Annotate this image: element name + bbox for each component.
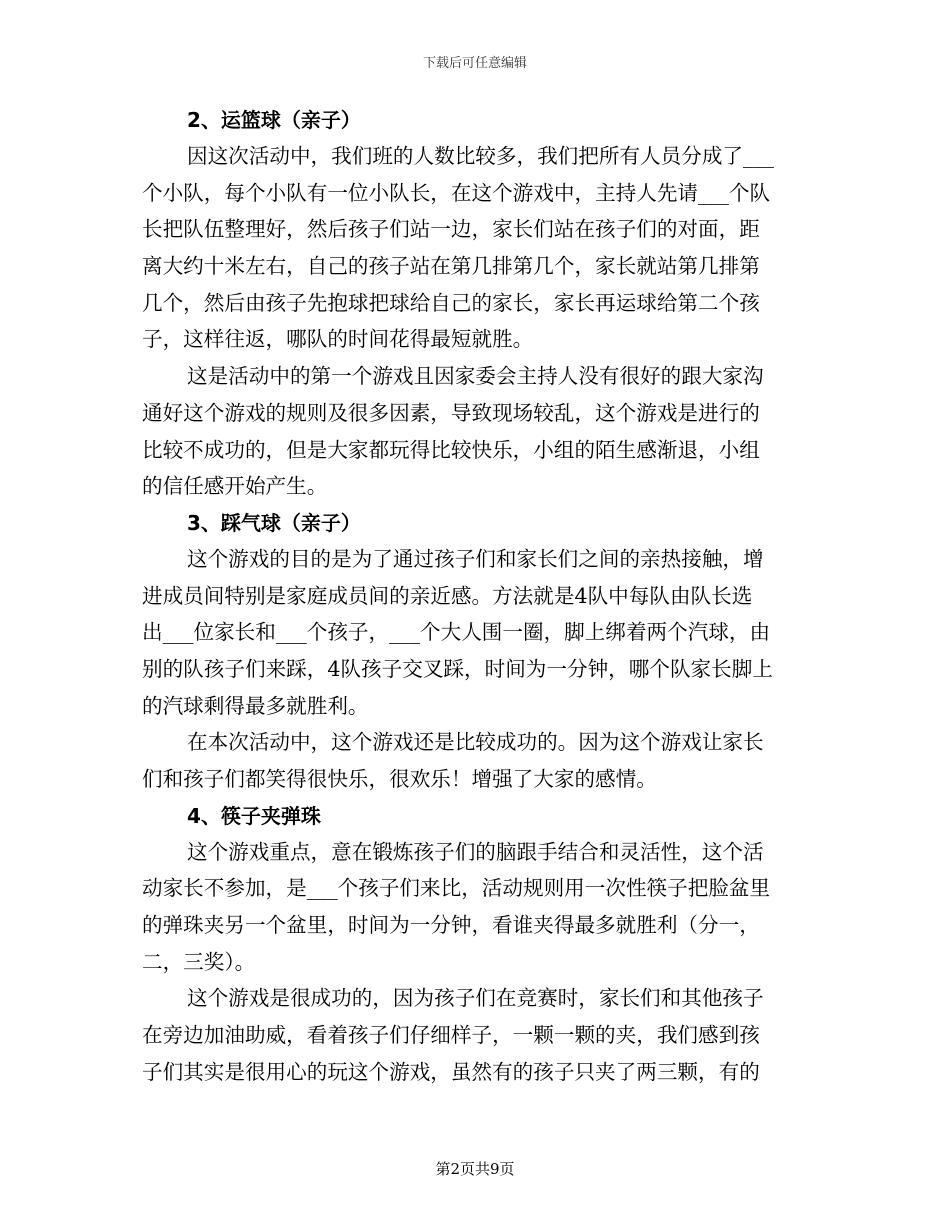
paragraph	[142, 834, 802, 981]
text-line: 长把队伍整理好，然后孩子们站一边，家长们站在孩子们的对面，距	[142, 217, 760, 242]
paragraph	[142, 138, 802, 358]
text-line: 在本次活动中，这个游戏还是比较成功的。因为这个游戏让家长	[187, 730, 764, 755]
text-line: 因这次活动中，我们班的人数比较多，我们把所有人员分成了___	[187, 144, 774, 168]
paragraph	[142, 980, 802, 1090]
text-line: 个小队，每个小队有一位小队长，在这个游戏中，主持人先请___个队	[142, 180, 771, 205]
text-line: 动家长不参加，是___个孩子们来比，活动规则用一次性筷子把脸盆里	[142, 876, 771, 901]
page-number: 第2页共9页	[435, 1160, 515, 1178]
paragraph	[142, 541, 802, 724]
document-body	[142, 102, 802, 1091]
text-line: 通好这个游戏的规则及很多因素，导致现场较乱，这个游戏是进行的	[142, 400, 760, 425]
paragraph	[142, 724, 802, 797]
text-line: 在旁边加油助威，看着孩子们仔细样子，一颗一颗的夹，我们感到孩	[142, 1023, 760, 1048]
text-line: 子们其实是很用心的玩这个游戏，虽然有的孩子只夹了两三颗，有的	[142, 1059, 760, 1084]
section-heading: 3、踩气球（亲子）	[187, 510, 361, 535]
text-line: 进成员间特别是家庭成员间的亲近感。方法就是4队中每队由队长选	[142, 583, 753, 608]
section-heading: 4、筷子夹弹珠	[187, 803, 321, 828]
text-line: 别的队孩子们来踩，4队孩子交叉踩，时间为一分钟，哪个队家长脚上	[142, 656, 773, 681]
text-line: 的信任感开始产生。	[142, 474, 328, 499]
text-line: 几个，然后由孩子先抱球把球给自己的家长，家长再运球给第二个孩	[142, 290, 760, 315]
text-line: 这个游戏重点，意在锻炼孩子们的脑跟手结合和灵活性，这个活	[187, 839, 764, 864]
text-line: 出___位家长和___个孩子，___个大人围一圈，脚上绑着两个汽球，由	[142, 620, 771, 645]
text-line: 这是活动中的第一个游戏且因家委会主持人没有很好的跟大家沟	[187, 364, 764, 389]
text-line: 的汽球剩得最多就胜利。	[142, 693, 369, 718]
text-line: 们和孩子们都笑得很快乐，很欢乐！增强了大家的感情。	[142, 767, 657, 791]
text-line: 的弹珠夹另一个盆里，时间为一分钟，看谁夹得最多就胜利（分一，	[142, 913, 760, 938]
text-line: 这个游戏的目的是为了通过孩子们和家长们之间的亲热接触，增	[187, 546, 764, 571]
section-heading: 2、运篮球（亲子）	[187, 108, 361, 132]
text-line: 这个游戏是很成功的，因为孩子们在竞赛时，家长们和其他孩子	[187, 986, 764, 1011]
text-line: 二，三奖）。	[142, 949, 256, 974]
text-line: 比较不成功的，但是大家都玩得比较快乐，小组的陌生感渐退，小组	[142, 437, 760, 462]
text-line: 离大约十米左右，自己的孩子站在第几排第几个，家长就站第几排第	[142, 254, 760, 279]
text-line: 子，这样往返，哪队的时间花得最短就胜。	[142, 327, 534, 352]
paragraph	[142, 358, 802, 505]
page-header: 下载后可任意编辑	[422, 56, 527, 71]
